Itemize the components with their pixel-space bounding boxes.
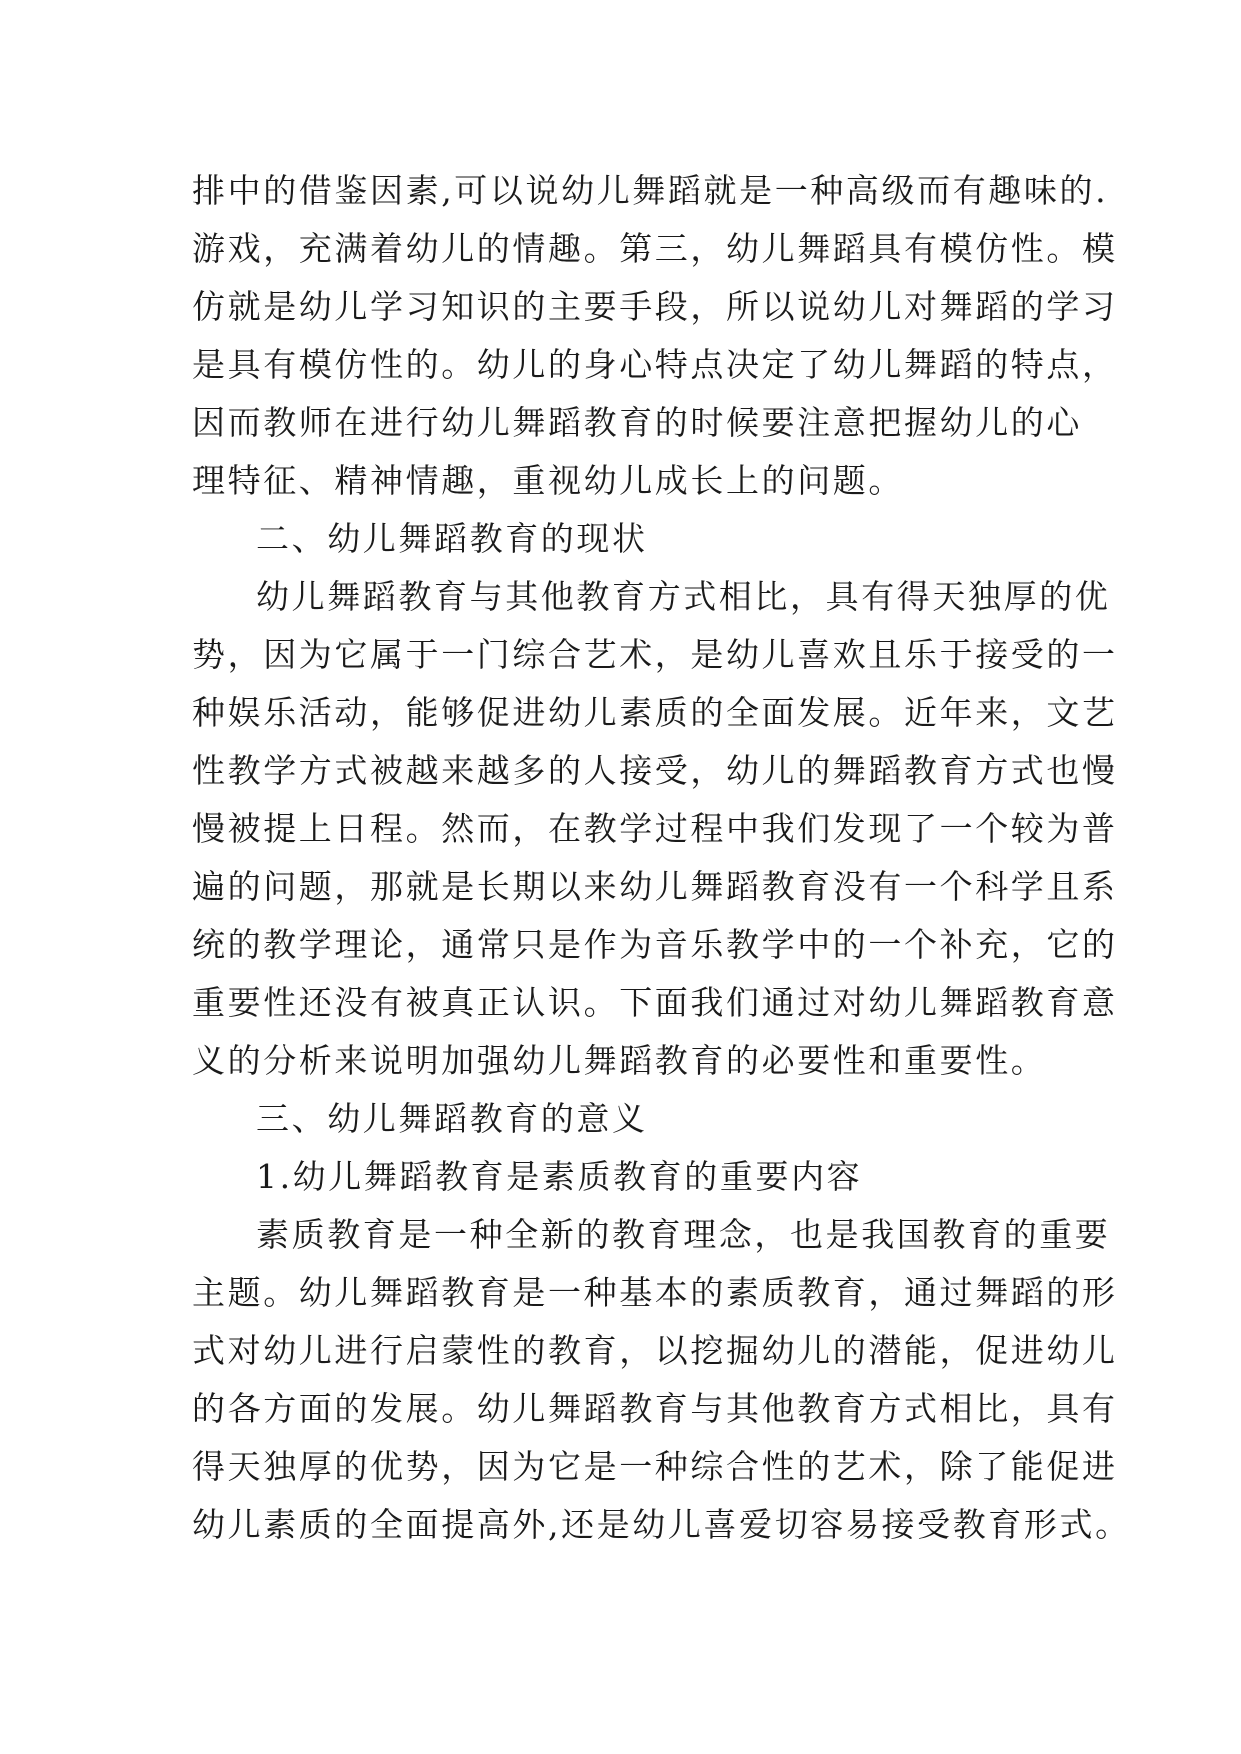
- section-heading: 二、幼儿舞蹈教育的现状: [256, 519, 648, 558]
- text-line: 式对幼儿进行启蒙性的教育，以挖掘幼儿的潜能，促进幼儿: [192, 1331, 1118, 1370]
- text-line: 的各方面的发展。幼儿舞蹈教育与其他教育方式相比，具有: [192, 1389, 1118, 1428]
- section-heading: 三、幼儿舞蹈教育的意义: [256, 1099, 648, 1138]
- text-line: 慢被提上日程。然而，在教学过程中我们发现了一个较为普: [192, 809, 1118, 848]
- text-line: 势，因为它属于一门综合艺术，是幼儿喜欢且乐于接受的一: [192, 635, 1118, 674]
- text-line: 因而教师在进行幼儿舞蹈教育的时候要注意把握幼儿的心: [192, 403, 1082, 442]
- text-line: 排中的借鉴因素,可以说幼儿舞蹈就是一种高级而有趣味的.: [192, 171, 1109, 210]
- text-line: 性教学方式被越来越多的人接受，幼儿的舞蹈教育方式也慢: [192, 751, 1118, 790]
- text-line: 是具有模仿性的。幼儿的身心特点决定了幼儿舞蹈的特点，: [192, 345, 1118, 384]
- text-line: 重要性还没有被真正认识。下面我们通过对幼儿舞蹈教育意: [192, 983, 1118, 1022]
- text-line: 游戏，充满着幼儿的情趣。第三，幼儿舞蹈具有模仿性。模: [192, 229, 1118, 268]
- text-line: 统的教学理论，通常只是作为音乐教学中的一个补充，它的: [192, 925, 1118, 964]
- text-line: 义的分析来说明加强幼儿舞蹈教育的必要性和重要性。: [192, 1041, 1047, 1080]
- text-line: 幼儿舞蹈教育与其他教育方式相比，具有得天独厚的优: [256, 577, 1111, 616]
- text-line: 遍的问题，那就是长期以来幼儿舞蹈教育没有一个科学且系: [192, 867, 1118, 906]
- body-text: [192, 162, 1131, 1554]
- subsection-heading: 1.幼儿舞蹈教育是素质教育的重要内容: [256, 1157, 863, 1196]
- text-line: 得天独厚的优势，因为它是一种综合性的艺术，除了能促进: [192, 1447, 1118, 1486]
- text-line: 种娱乐活动，能够促进幼儿素质的全面发展。近年来，文艺: [192, 693, 1118, 732]
- text-line: 理特征、精神情趣，重视幼儿成长上的问题。: [192, 461, 904, 500]
- text-line: 主题。幼儿舞蹈教育是一种基本的素质教育，通过舞蹈的形: [192, 1273, 1118, 1312]
- text-line: 幼儿素质的全面提高外,还是幼儿喜爱切容易接受教育形式。: [192, 1505, 1131, 1544]
- text-line: 仿就是幼儿学习知识的主要手段，所以说幼儿对舞蹈的学习: [192, 287, 1118, 326]
- text-line: 素质教育是一种全新的教育理念，也是我国教育的重要: [256, 1215, 1111, 1254]
